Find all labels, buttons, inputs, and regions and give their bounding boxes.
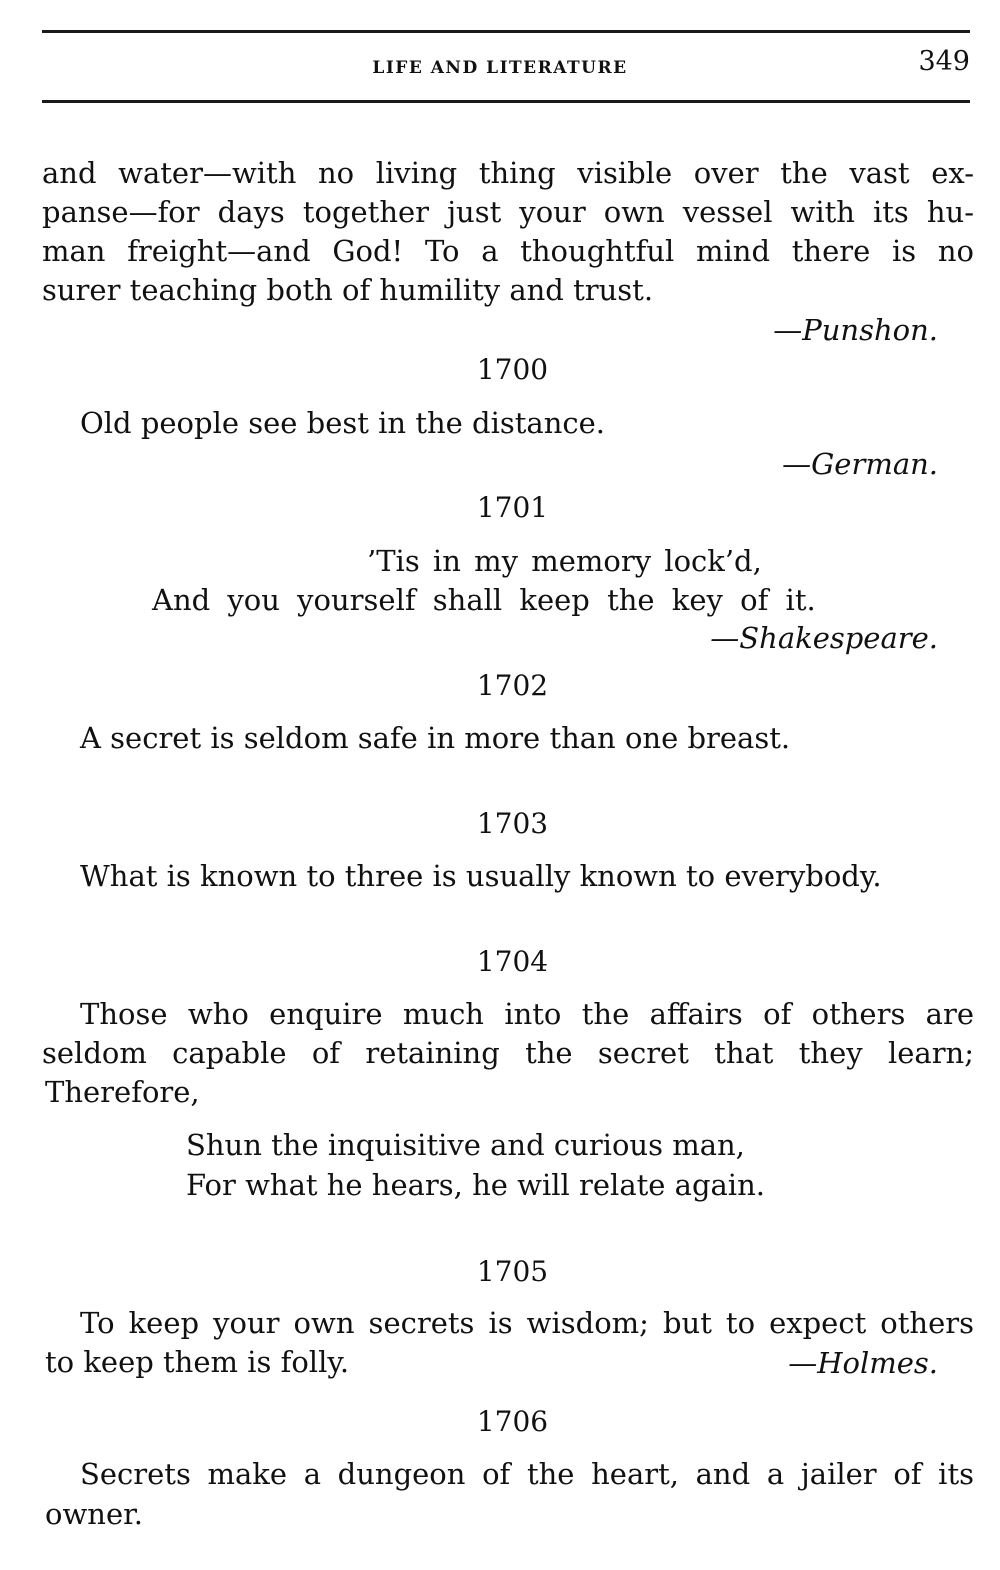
verse-line: Shun the inquisitive and curious man, [186,1128,745,1162]
entry-text: seldom capable of retaining the secret that they learn; [42,1036,974,1070]
continuation-line: surer teaching both of humility and trust. [42,273,654,307]
entry-text: Those who enquire much into the affairs of others are [80,997,974,1031]
entry-text: A secret is seldom safe in more than one breast. [80,721,791,755]
entry-number: 1703 [476,807,549,840]
entry-text: Therefore, [45,1075,200,1109]
entry-text: to keep them is folly. [45,1345,350,1379]
continuation-line: panse—for days together just your own vessel with its hu- [42,195,974,229]
entry-number: 1705 [476,1255,549,1288]
entry-text: Secrets make a dungeon of the heart, and a jailer of its [80,1457,974,1491]
entry-text: What is known to three is usually known to everybody. [80,859,882,893]
running-title: LIFE AND LITERATURE [372,58,628,78]
verse-line: ’Tis in my memory lock’d, [367,544,762,578]
verse-line: For what he hears, he will relate again. [186,1168,765,1202]
entry-number: 1704 [476,945,549,978]
entry-text: Old people see best in the distance. [80,406,605,440]
attribution: —Shakespeare. [710,621,938,655]
continuation-line: and water—with no living thing visible over the vast ex- [42,156,974,190]
entry-text: To keep your own secrets is wisdom; but to expect others [80,1306,974,1340]
entry-number: 1706 [476,1405,549,1438]
attribution: —Holmes. [788,1346,938,1380]
verse-line: And you yourself shall keep the key of it. [152,583,816,617]
entry-number: 1700 [476,353,549,386]
page-number: 349 [918,46,970,77]
entry-number: 1702 [476,669,549,702]
entry-number: 1701 [476,491,549,524]
entry-text: owner. [45,1497,144,1531]
continuation-line: man freight—and God! To a thoughtful mind there is no [42,234,974,268]
header-top-rule [42,30,970,33]
attribution: —Punshon. [773,313,938,347]
header-bottom-rule [42,100,970,103]
attribution: —German. [782,447,938,481]
